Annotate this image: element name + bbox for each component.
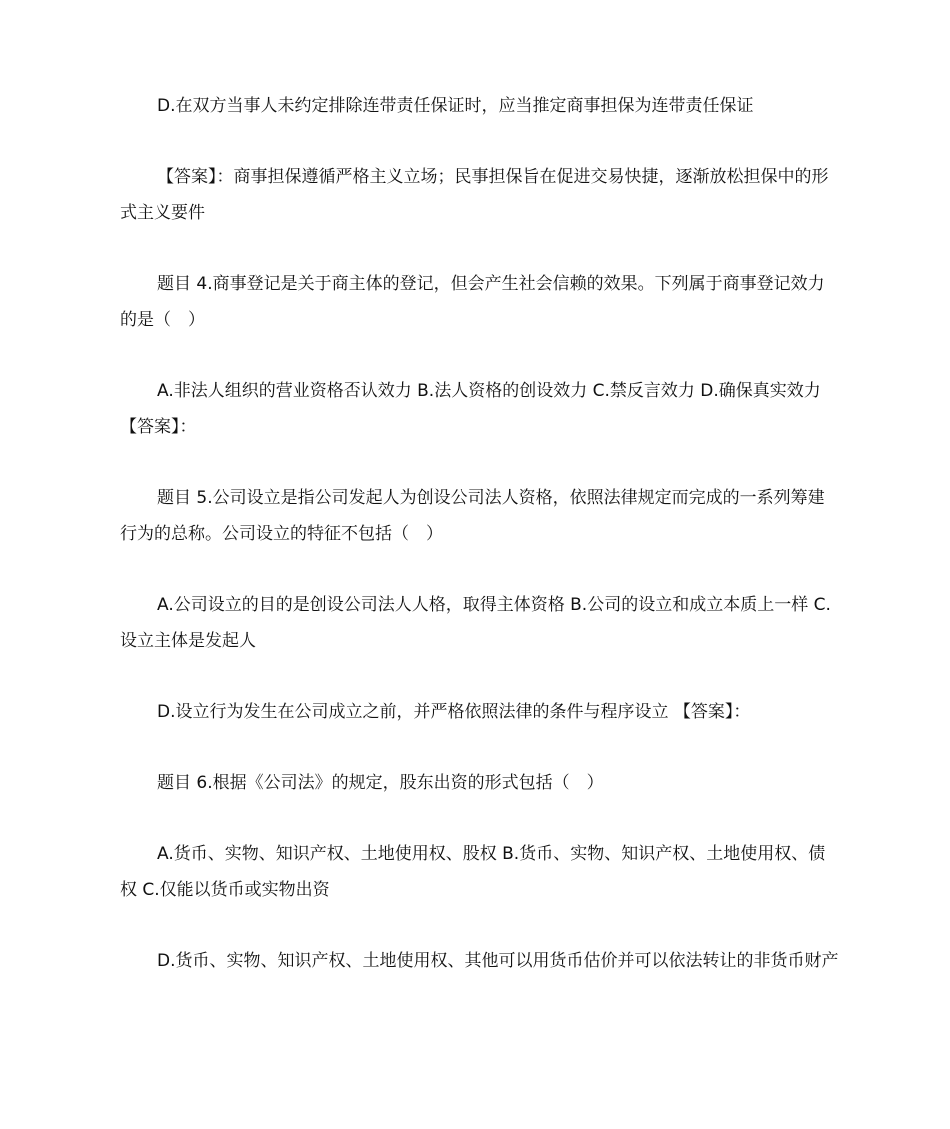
- paragraph-question-4: 题目 4.商事登记是关于商主体的登记，但会产生社会信赖的效果。下列属于商事登记效力的是（ ）: [120, 274, 825, 330]
- paragraph-question-6-options-abc: A.货币、实物、知识产权、土地使用权、股权 B.货币、实物、知识产权、土地使用权、债权 C.仅能以货币或实物出资: [120, 844, 826, 900]
- paragraph-question-5-options-abc: A.公司设立的目的是创设公司法人人格，取得主体资格 B.公司的设立和成立本质上一样 C.设立主体是发起人: [120, 595, 831, 651]
- paragraph-option-d-commercial-guarantee: D.在双方当事人未约定排除连带责任保证时，应当推定商事担保为连带责任保证: [157, 96, 754, 116]
- paragraph-answer-commercial-guarantee: 【答案】：商事担保遵循严格主义立场；民事担保旨在促进交易快捷，逐渐放松担保中的形式主义要件: [120, 167, 829, 223]
- paragraph-question-6-option-d: D.货币、实物、知识产权、土地使用权、其他可以用货币估价并可以依法转让的非货币财产: [157, 951, 839, 971]
- document-body: [120, 88, 840, 979]
- paragraph-question-6: 题目 6.根据《公司法》的规定，股东出资的形式包括（ ）: [157, 773, 604, 793]
- paragraph-question-4-options: A.非法人组织的营业资格否认效力 B.法人资格的创设效力 C.禁反言效力 D.确保真实效力 【答案】：: [120, 381, 821, 437]
- paragraph-question-5-option-d: D.设立行为发生在公司成立之前，并严格依照法律的条件与程序设立 【答案】：: [157, 702, 751, 722]
- paragraph-question-5: 题目 5.公司设立是指公司发起人为创设公司法人资格，依照法律规定而完成的一系列筹建行为的总称。公司设立的特征不包括（ ）: [120, 488, 825, 544]
